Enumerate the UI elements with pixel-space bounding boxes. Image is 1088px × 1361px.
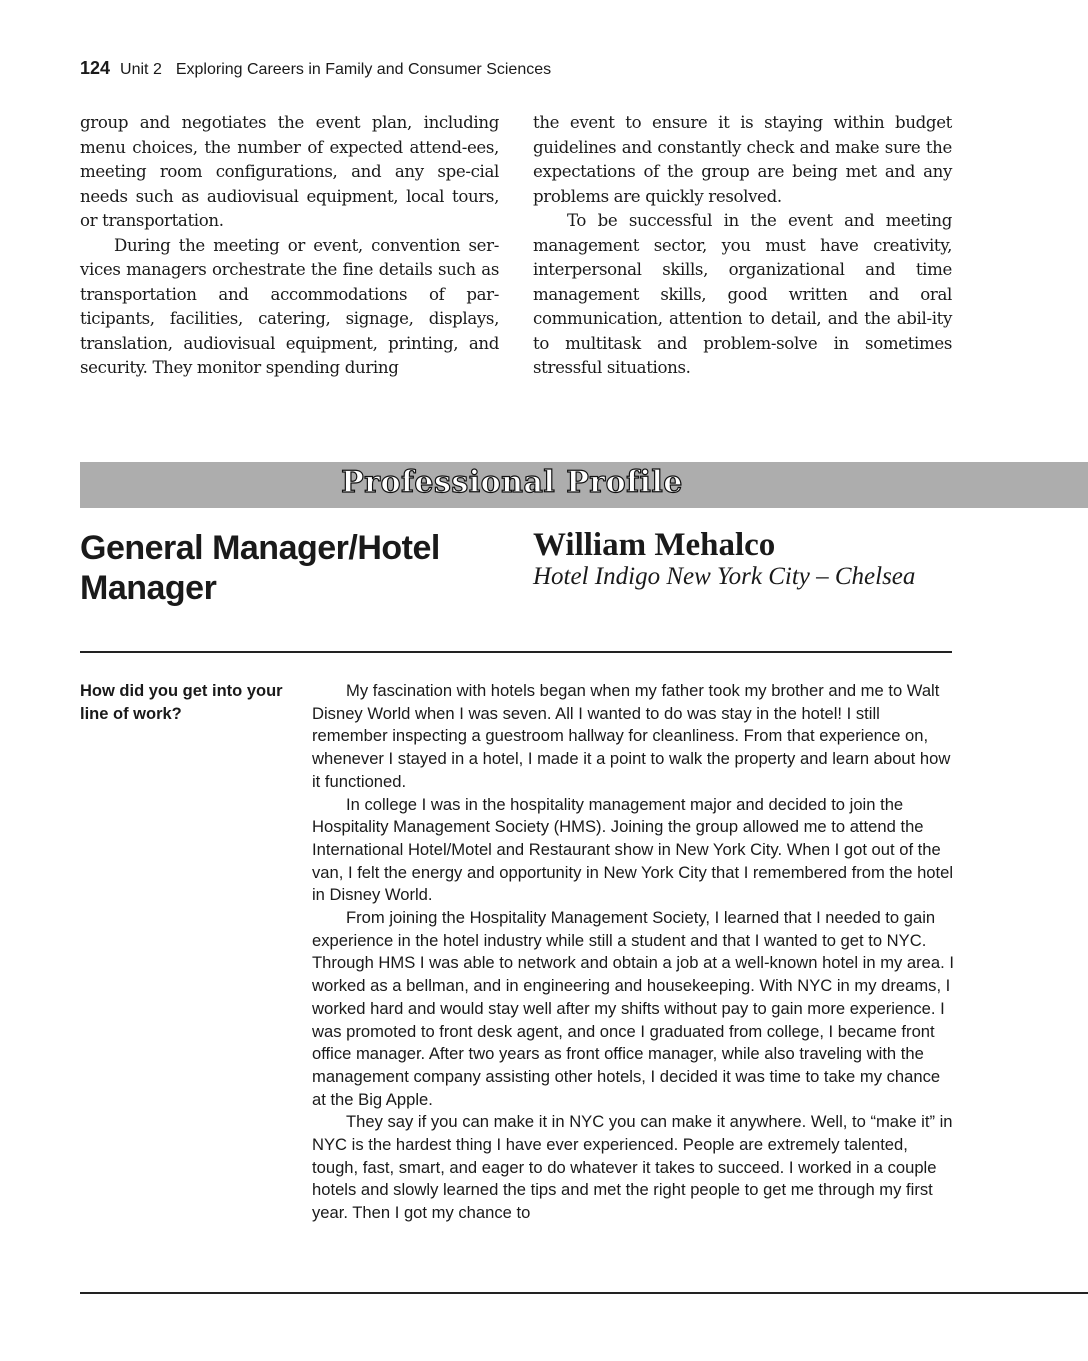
unit-label: Unit 2 <box>120 61 162 78</box>
answer-paragraph: From joining the Hospitality Management Society, I learned that I needed to gain experience in the hotel industry while still a student and that I wanted to get to NYC. Through HMS I was able to network and obtain a job at a well-known hotel in my area. I worked as a bellman, and in engineering and housekeeping. With NYC in my dreams, I worked hard and would stay well after my shifts without pay to gain more experience. I was promoted to front desk agent, and once I graduated from college, I became front office manager. After two years as front office manager, while also traveling with the management company assisting other hotels, I decided it was time to take my chance at the Big Apple. <box>312 908 954 1109</box>
bottom-rule <box>80 1292 1088 1294</box>
answer-paragraph: My fascination with hotels began when my father took my brother and me to Walt Disney World when I was seven. All I wanted to do was stay in the hotel! I still remember inspecting a guestroom hallway for cleanliness. From that experience on, whenever I stayed in a hotel, I made it a point to walk the property and learn about how it functioned. <box>312 681 951 791</box>
page-number: 124 <box>80 58 111 78</box>
body-column-right <box>533 111 952 381</box>
body-column-left <box>80 111 499 381</box>
paragraph: the event to ensure it is staying within budget guidelines and constantly check and make sure the expectations of the group are being met and any problems are quickly resolved. <box>533 113 952 206</box>
profile-name: William Mehalco <box>533 527 776 563</box>
answer-paragraph: In college I was in the hospitality management major and decided to join the Hospitality Management Society (HMS). Joining the group allowed me to attend the International Hotel/Motel and Restaurant show in New York City. When I got out of the van, I felt the energy and opportunity in New York City that I remembered from the hotel in Disney World. <box>312 794 954 905</box>
job-title: General Manager/Hotel Manager <box>80 529 440 607</box>
banner-title: Professional Profile <box>341 465 683 500</box>
profile-organization: Hotel Indigo New York City – Chelsea <box>533 563 916 590</box>
section-divider <box>80 651 952 653</box>
interview-answer <box>312 680 957 1225</box>
paragraph: During the meeting or event, convention ser-vices managers orchestrate the fine details such as transportation and accommodations of par-ticipants, facilities, catering, signage, displays, translation, audiovisual equipment, printing, and security. They monitor spending during <box>80 235 499 377</box>
interview-question: How did you get into your line of work? <box>80 682 283 723</box>
running-title: Exploring Careers in Family and Consumer Sciences <box>175 61 552 78</box>
answer-paragraph: They say if you can make it in NYC you can make it anywhere. Well, to “make it” in NYC is the hardest thing I have ever experienced. People are extremely talented, tough, fast, smart, and eager to do whatever it takes to succeed. I worked in a couple hotels and slowly learned the tips and met the right people to get me through my first year. Then I got my chance to <box>312 1112 953 1223</box>
paragraph: group and negotiates the event plan, including menu choices, the number of expected attend-ees, meeting room configurations, and any spe-cial needs such as audiovisual equipment, local tours, or transportation. <box>80 113 499 230</box>
running-head <box>80 58 551 79</box>
professional-profile-banner <box>80 462 1088 508</box>
paragraph: To be successful in the event and meeting management sector, you must have creativity, interpersonal skills, organizational and time management skills, good written and oral communication, attention to detail, and the abil-ity to multitask and problem-solve in sometimes stressful situations. <box>533 211 952 377</box>
